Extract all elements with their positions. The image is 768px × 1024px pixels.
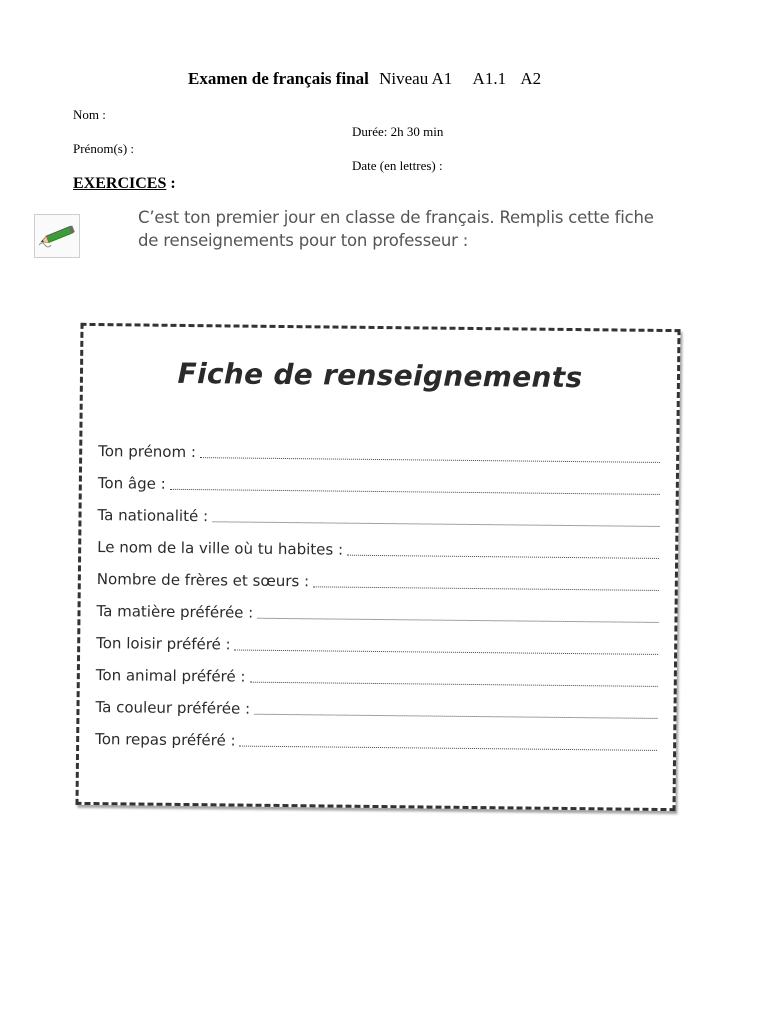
form-row-label: Ton repas préféré :: [95, 730, 236, 750]
form-row-freres-soeurs[interactable]: [97, 558, 659, 596]
form-row-label: Ta matière préférée :: [96, 602, 254, 622]
exam-title-main: Examen de français final: [188, 69, 369, 88]
form-row-label: Ton animal préféré :: [95, 666, 246, 686]
form-row-label: Ta nationalité :: [97, 506, 209, 526]
form-row-label: Le nom de la ville où tu habites :: [97, 538, 344, 559]
pencil-icon: [34, 214, 80, 258]
dotted-answer-line[interactable]: [257, 617, 658, 623]
prenom-field-label: Prénom(s) :: [73, 141, 135, 156]
info-form-card: [75, 323, 680, 811]
section-heading-label: EXERCICES: [73, 175, 167, 192]
form-row-label: Ton âge :: [97, 474, 166, 493]
dotted-answer-line[interactable]: [254, 713, 657, 719]
form-row-repas[interactable]: [95, 718, 657, 756]
form-row-label: Ton loisir préféré :: [96, 634, 231, 654]
instruction-line-2: de renseignements pour ton professeur :: [138, 231, 469, 250]
dotted-answer-line[interactable]: [170, 488, 660, 495]
form-row-label: Nombre de frères et sœurs :: [96, 570, 310, 591]
form-row-nationalite[interactable]: [97, 494, 659, 532]
form-row-loisir[interactable]: [96, 622, 658, 660]
form-row-prenom[interactable]: [98, 430, 660, 468]
form-row-label: Ton prénom :: [98, 442, 197, 462]
form-row-matiere[interactable]: [96, 590, 658, 628]
dotted-answer-line[interactable]: [240, 745, 658, 751]
nom-field-label: Nom :: [73, 107, 106, 122]
exam-title: [188, 69, 541, 89]
form-title: Fiche de renseignements: [177, 356, 583, 395]
section-heading: [73, 175, 176, 193]
date-field-label: Date (en lettres) :: [352, 158, 443, 173]
dotted-answer-line[interactable]: [212, 520, 659, 527]
form-rows: [95, 430, 660, 756]
dotted-answer-line[interactable]: [235, 649, 659, 655]
duree-label: Durée: 2h 30 min: [352, 124, 444, 139]
form-row-couleur[interactable]: [95, 686, 657, 724]
dotted-answer-line[interactable]: [313, 585, 659, 591]
section-heading-suffix: :: [166, 175, 176, 192]
instruction-text: [138, 206, 738, 252]
level-a1-1: A1.1: [472, 69, 507, 88]
instruction-line-1: C’est ton premier jour en classe de français. Remplis cette fiche: [138, 208, 654, 227]
level-a2: A2: [520, 69, 542, 88]
form-row-animal[interactable]: [96, 654, 658, 692]
dotted-answer-line[interactable]: [200, 456, 660, 463]
level-a1: Niveau A1: [379, 69, 453, 88]
form-row-ville[interactable]: [97, 526, 659, 564]
dotted-answer-line[interactable]: [347, 554, 659, 559]
dotted-answer-line[interactable]: [249, 681, 657, 687]
form-row-label: Ta couleur préférée :: [95, 698, 251, 718]
